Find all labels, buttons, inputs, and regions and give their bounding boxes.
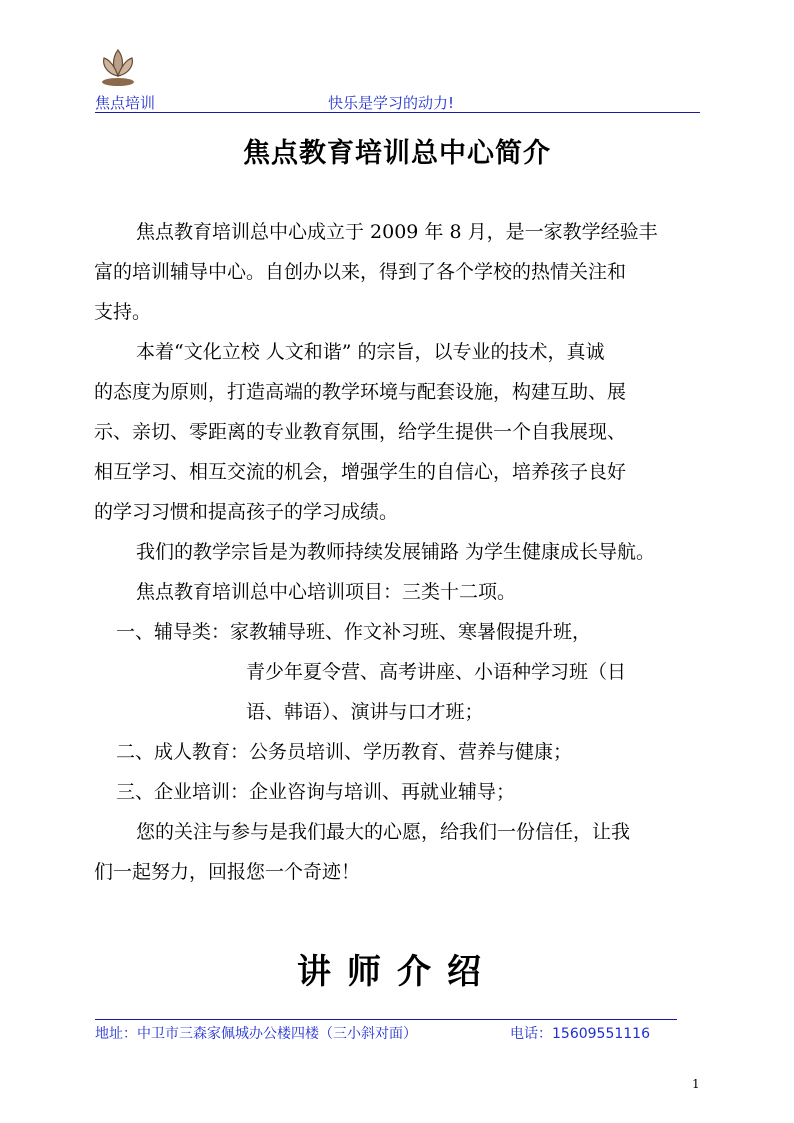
list-item-continuation: 语、韩语）、演讲与口才班； <box>246 701 484 723</box>
page-footer <box>95 1019 677 1042</box>
paragraph-line: 相互学习、相互交流的机会，增强学生的自信心，培养孩子良好 <box>94 461 627 483</box>
paragraph-line: 的态度为原则，打造高端的教学环境与配套设施，构建互助、展 <box>94 381 627 403</box>
list-item: 二、成人教育：公务员培训、学历教育、营养与健康； <box>116 741 573 763</box>
section-subtitle: 讲师介绍 <box>297 952 497 992</box>
paragraph-line: 示、亲切、零距离的专业教育氛围，给学生提供一个自我展现、 <box>94 421 627 443</box>
page-number: 1 <box>692 1077 700 1091</box>
list-item: 一、辅导类：家教辅导班、作文补习班、寒暑假提升班， <box>116 621 592 643</box>
header-brand: 焦点培训 <box>95 94 156 112</box>
paragraph-line: 您的关注与参与是我们最大的心愿，给我们一份信任，让我 <box>136 821 631 843</box>
list-item-continuation: 青少年夏令营、高考讲座、小语种学习班（日 <box>246 661 627 683</box>
paragraph-line: 的学习习惯和提高孩子的学习成绩。 <box>94 501 399 523</box>
paragraph-line: 本着“文化立校 人文和谐” 的宗旨，以专业的技术，真诚 <box>136 341 605 363</box>
header-slogan: 快乐是学习的动力! <box>328 94 455 112</box>
paragraph-line: 们一起努力，回报您一个奇迹！ <box>94 861 361 883</box>
paragraph-line: 富的培训辅导中心。自创办以来，得到了各个学校的热情关注和 <box>94 261 627 283</box>
paragraph-line: 焦点教育培训总中心成立于 2009 年 8 月，是一家教学经验丰 <box>136 221 658 243</box>
list-item: 三、企业培训：企业咨询与培训、再就业辅导； <box>116 781 516 803</box>
paragraph-line: 支持。 <box>94 301 152 323</box>
footer-address: 地址：中卫市三森家佩城办公楼四楼（三小斜对面） <box>95 1026 417 1042</box>
paragraph-line: 我们的教学宗旨是为教师持续发展铺路 为学生健康成长导航。 <box>136 541 656 563</box>
paragraph-line: 焦点教育培训总中心培训项目：三类十二项。 <box>136 581 517 603</box>
page-header <box>95 92 700 113</box>
footer-phone: 电话：15609551116 <box>510 1026 650 1042</box>
document-body <box>94 212 714 892</box>
document-title: 焦点教育培训总中心简介 <box>243 138 551 169</box>
lotus-logo-icon <box>98 46 138 92</box>
